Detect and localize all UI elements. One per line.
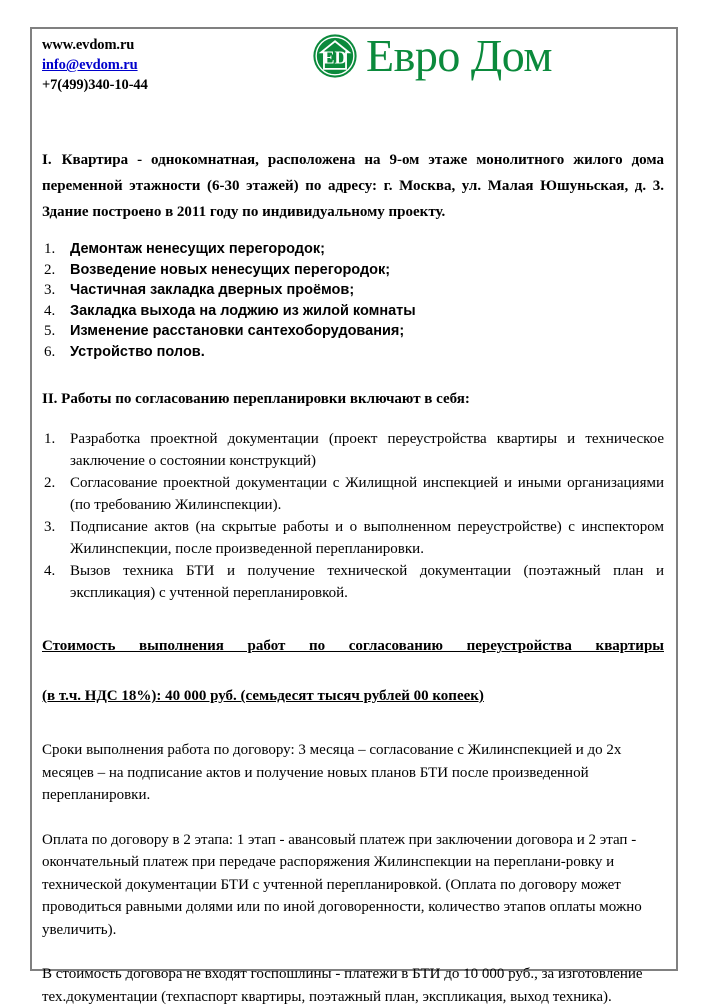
payment-paragraph: Оплата по договору в 2 этапа: 1 этап - авансовый платеж при заключении договора и 2 этап - окончательный платеж при передаче распоряжения Жилинспекции на переплани-ровку и технической документации БТИ с учтенной перепланировкой. (Оплата по договору может проводиться равными долями или по иной договоренности, количество этапов оплаты можно увеличить).: [42, 831, 642, 938]
state-fees-paragraph: В стоимость договора не входят госпошлины - платежи в БТИ до 10 000 руб., за изготовление тех.документации (техпаспорт квартиры, поэтажный план, экспликация, выход техника).: [42, 966, 643, 1005]
price-block: [42, 634, 664, 709]
list-item: [42, 428, 664, 472]
logo-word-evro: Евро: [366, 30, 460, 81]
list-marker: 1.: [44, 431, 56, 447]
list-marker: 4.: [44, 563, 56, 579]
house-circle-logo-icon: [312, 33, 358, 79]
list-marker: 4.: [44, 302, 56, 319]
document-header: [42, 30, 664, 113]
list-item-label: Возведение новых ненесущих перегородок;: [70, 261, 391, 278]
list-marker: 2.: [44, 475, 56, 491]
section-2-heading: II. Работы по согласованию перепланировки включают в себя:: [42, 391, 470, 407]
company-logo: [312, 30, 552, 81]
works-list: [42, 239, 664, 362]
list-marker: 3.: [44, 282, 56, 298]
list-item: [42, 342, 664, 363]
list-item: [42, 260, 664, 281]
approval-steps-list: [42, 428, 664, 604]
list-marker: 6.: [44, 343, 56, 360]
list-item: [42, 321, 664, 342]
section-1-text: Квартира - однокомнатная, расположена на 9-ом этаже монолитного жилого дома переменной этажности (6-30 этажей) по адресу: г. Москва, ул. Малая Юшуньская, д. 3. Здание построено в 2011 году по индивидуальному проекту.: [42, 152, 664, 220]
email-link[interactable]: info@evdom.ru: [42, 57, 138, 73]
list-item: [42, 280, 664, 301]
logo-word-dom: Дом: [470, 30, 552, 81]
list-item-label: Согласование проектной документации с Жилищной инспекцией и иными организациями (по требованию Жилинспекции).: [70, 475, 664, 513]
list-item-label: Частичная закладка дверных проёмов;: [70, 282, 355, 298]
list-item: [42, 516, 664, 560]
section-1-paragraph: [42, 147, 664, 225]
list-item-label: Устройство полов.: [70, 343, 205, 360]
list-marker: 2.: [44, 261, 56, 278]
section-1-number: I.: [42, 152, 52, 168]
logo-wordmark: [366, 30, 552, 81]
phone-text: +7(499)340-10-44: [42, 77, 148, 93]
list-item-label: Демонтаж ненесущих перегородок;: [70, 241, 325, 257]
list-item-label: Разработка проектной документации (проект переустройства квартиры и техническое заключение о состоянии конструкций): [70, 431, 664, 469]
document-page: [30, 27, 678, 1005]
list-marker: 3.: [44, 519, 56, 535]
list-item: [42, 472, 664, 516]
list-marker: 5.: [44, 323, 56, 339]
price-line-2: (в т.ч. НДС 18%): 40 000 руб. (семьдесят тысяч рублей 00 копеек): [42, 688, 484, 704]
terms-paragraph: Сроки выполнения работа по договору: 3 месяца – согласование с Жилинспекцией и до 2х месяцев – на подписание актов и получение новых планов БТИ после произведенной перепланировки.: [42, 742, 622, 803]
list-item-label: Закладка выхода на лоджию из жилой комнаты: [70, 302, 416, 319]
list-item: [42, 560, 664, 604]
svg-text:ED: ED: [322, 47, 348, 68]
list-item-label: Подписание актов (на скрытые работы и о выполненном переустройстве) с инспектором Жилинспекции, после произведенной перепланировки.: [70, 519, 664, 557]
list-item-label: Вызов техника БТИ и получение технической документации (поэтажный план и экспликация) с учтенной перепланировкой.: [70, 563, 664, 601]
website-text: www.evdom.ru: [42, 37, 135, 53]
list-marker: 1.: [44, 241, 56, 257]
list-item: [42, 301, 664, 322]
list-item: [42, 239, 664, 260]
price-line-1: Стоимость выполнения работ по согласованию переустройства квартиры: [42, 638, 664, 654]
list-item-label: Изменение расстановки сантехоборудования;: [70, 323, 405, 339]
